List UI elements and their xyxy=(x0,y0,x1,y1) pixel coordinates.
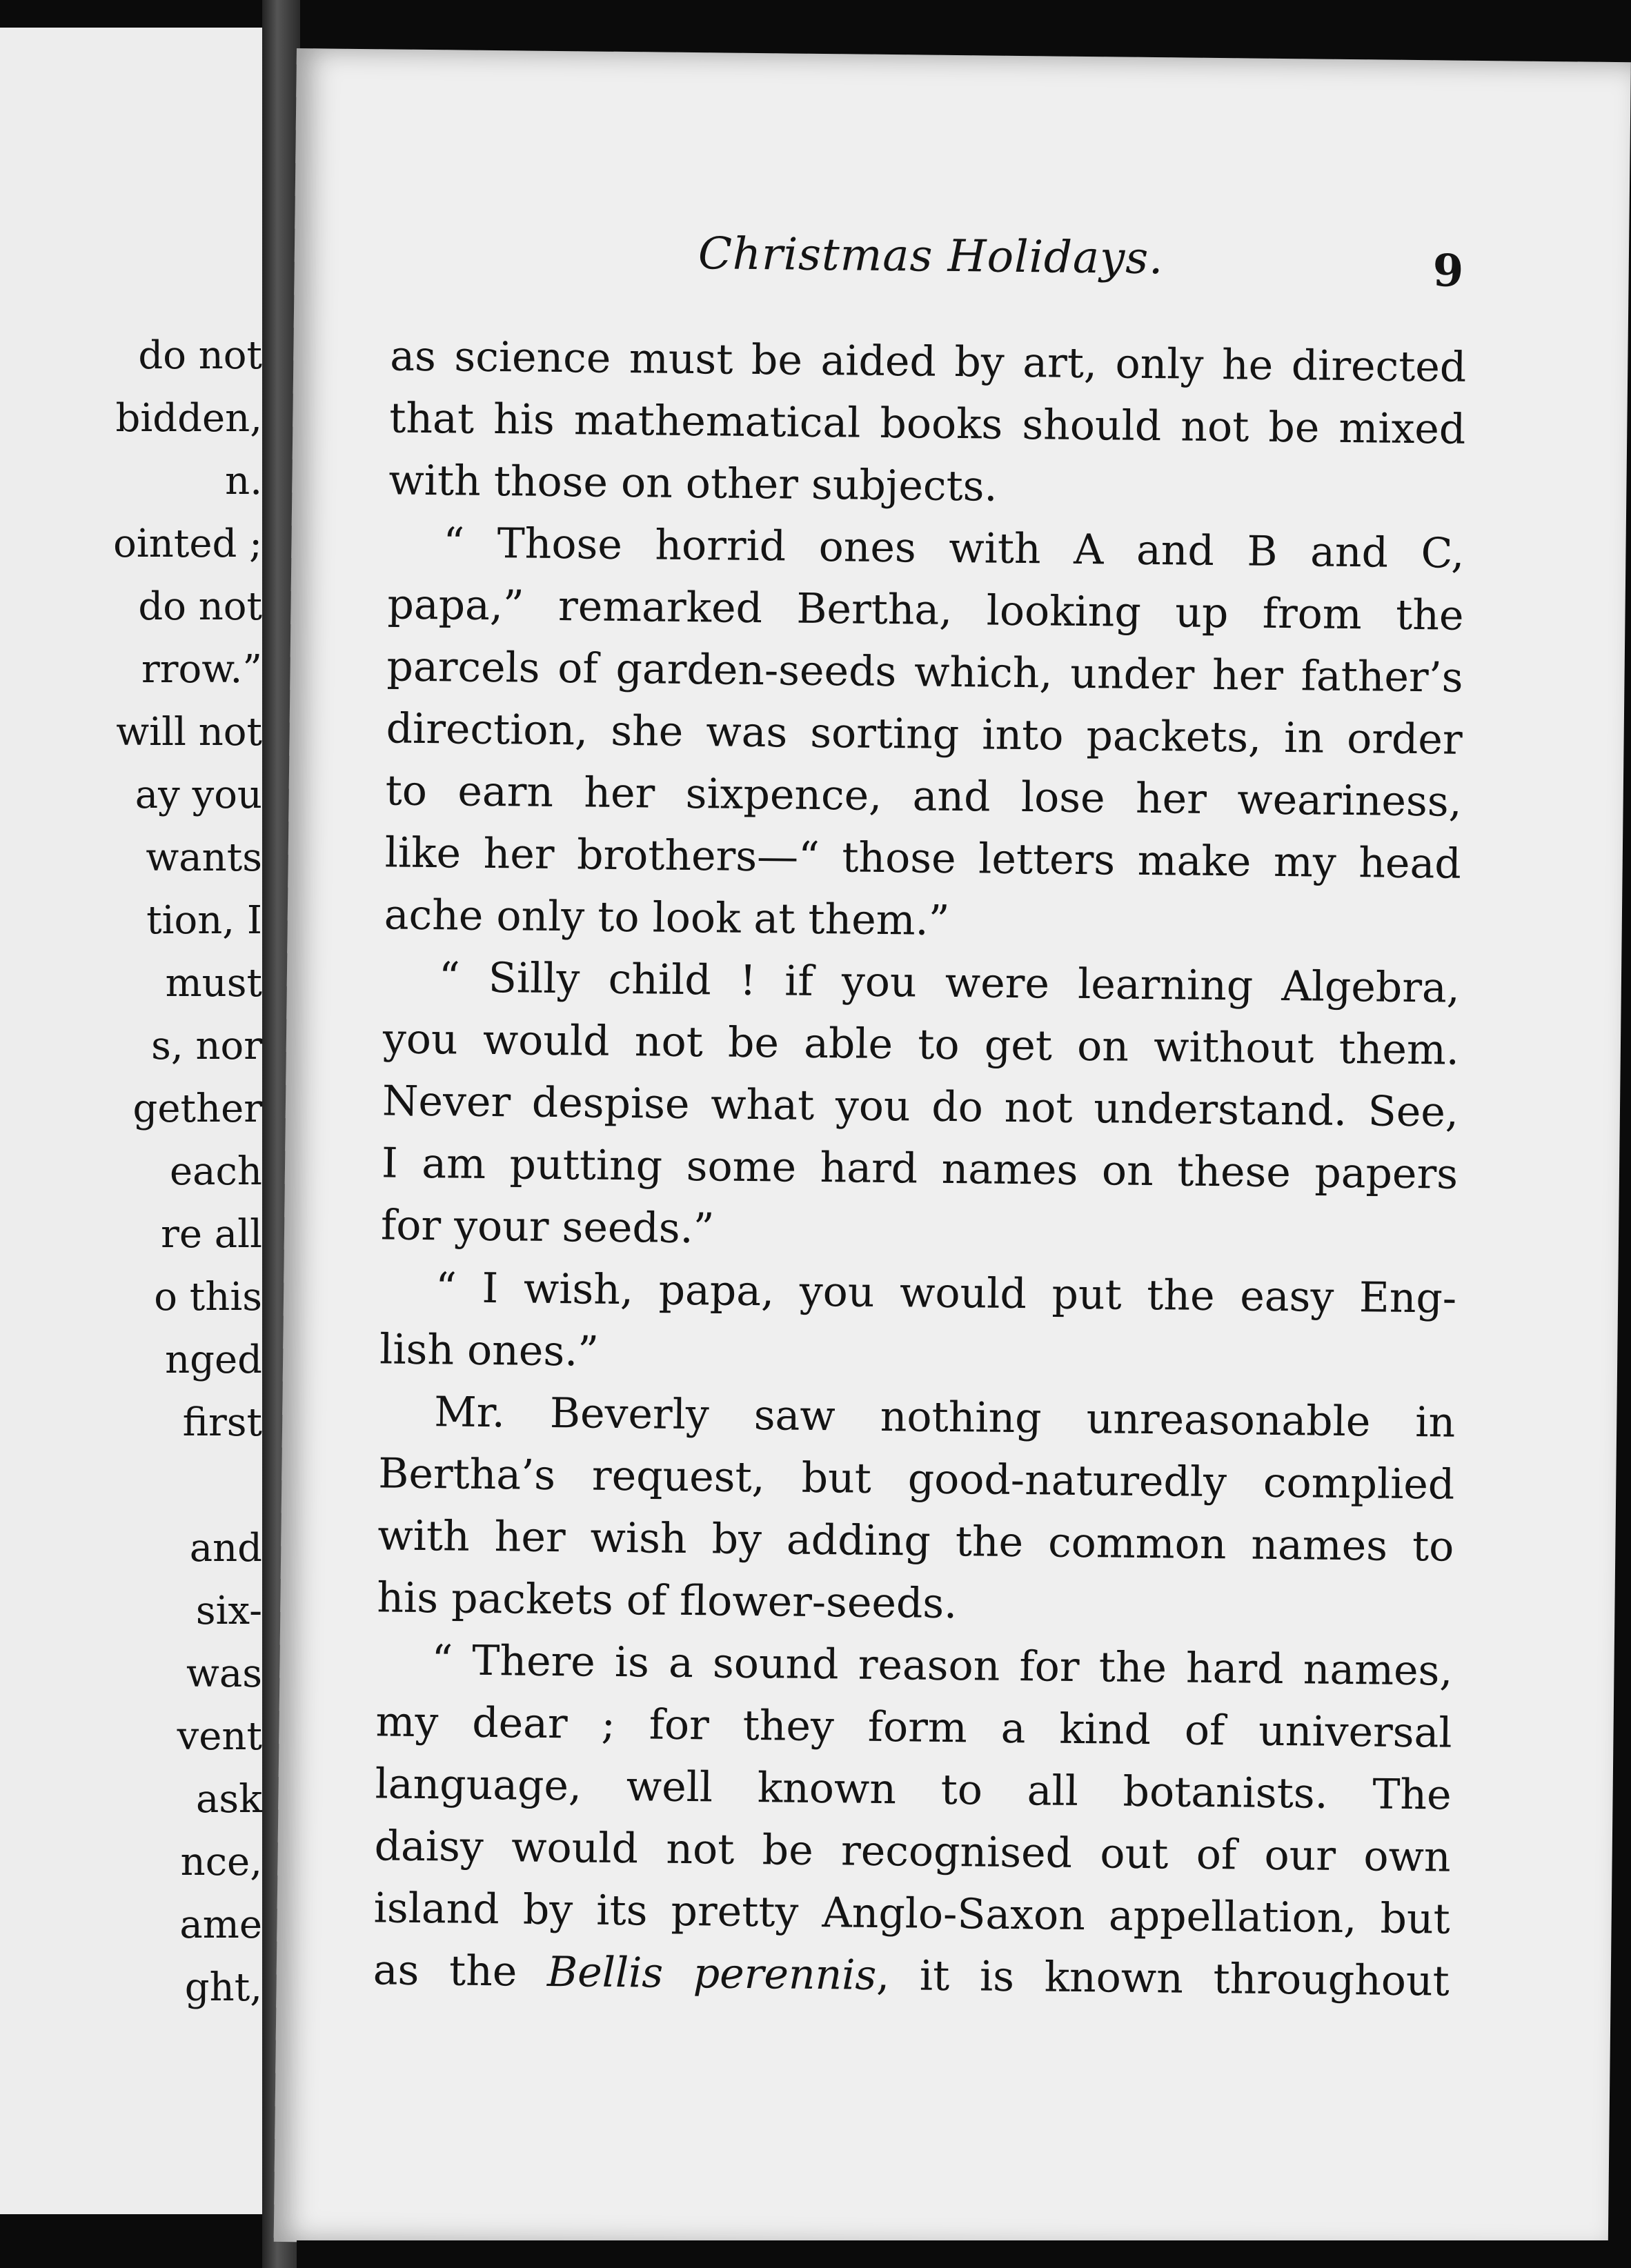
line-prefix: as the xyxy=(373,1946,548,1996)
right-page xyxy=(274,48,1631,2256)
text-line: “ Those horrid ones with A and B and C, xyxy=(443,519,1465,578)
text-line: daisy would not be recognised out of our own xyxy=(374,1822,1451,1882)
left-line: ointed ; xyxy=(113,521,262,566)
text-line: with those on other subjects. xyxy=(388,456,998,511)
left-line: do not xyxy=(138,584,262,629)
left-line: six- xyxy=(195,1589,262,1633)
text-line: Bertha’s request, but good-naturedly complied xyxy=(378,1449,1455,1509)
left-line: first xyxy=(182,1400,262,1445)
text-line: ache only to look at them.” xyxy=(384,891,950,945)
left-line: n. xyxy=(225,459,262,504)
running-head: Christmas Holidays. xyxy=(698,228,1164,285)
left-line: vent xyxy=(177,1714,262,1759)
left-line: ask xyxy=(195,1777,262,1822)
left-line: ght, xyxy=(184,1965,262,2010)
text-line: you would not be able to get on without them. xyxy=(382,1015,1460,1075)
text-line: island by its pretty Anglo-Saxon appellation, but xyxy=(373,1884,1451,1944)
left-line: do not xyxy=(138,333,262,378)
text-line xyxy=(373,1939,1450,2012)
text-line: papa,” remarked Bertha, looking up from the xyxy=(387,580,1464,640)
italic-latin-name: Bellis perennis xyxy=(546,1947,877,2000)
left-line: was xyxy=(186,1651,262,1696)
left-line: re all xyxy=(161,1212,262,1257)
left-line: each xyxy=(170,1149,262,1194)
left-page-text xyxy=(14,324,262,2019)
left-line xyxy=(14,1454,262,1517)
line-suffix: , it is known throughout xyxy=(876,1951,1450,2006)
text-line: Mr. Beverly saw nothing unreasonable in xyxy=(433,1388,1456,1447)
left-line: s, nor xyxy=(151,1024,262,1068)
left-line: tion, I xyxy=(146,898,262,943)
left-line: nged xyxy=(165,1337,262,1382)
left-line: must xyxy=(165,961,262,1006)
left-line: bidden, xyxy=(115,396,262,441)
left-page xyxy=(0,28,266,2214)
left-line: and xyxy=(189,1526,262,1571)
left-line: ay you xyxy=(135,773,262,817)
text-line: as science must be aided by art, only he directed xyxy=(389,332,1467,392)
text-line: I am putting some hard names on these papers xyxy=(381,1139,1459,1199)
left-line: wants xyxy=(146,835,262,880)
text-line: lish ones.” xyxy=(379,1325,600,1376)
body-text xyxy=(373,325,1466,2012)
text-line: Never despise what you do not understand. See, xyxy=(382,1077,1459,1137)
left-line: o this xyxy=(154,1275,262,1320)
text-line: “ Silly child ! if you were learning Algebra, xyxy=(438,953,1461,1013)
text-line: “ I wish, papa, you would put the easy Eng- xyxy=(435,1264,1457,1323)
bottom-edge xyxy=(297,2240,1631,2268)
left-line: gether xyxy=(132,1086,262,1131)
text-line: with her wish by adding the common names to xyxy=(377,1511,1454,1571)
text-line: direction, she was sorting into packets, in order xyxy=(386,704,1463,764)
text-line: that his mathematical books should not be mixed xyxy=(389,394,1466,454)
text-line: language, well known to all botanists. The xyxy=(375,1760,1452,1820)
text-line: for your seeds.” xyxy=(380,1201,715,1253)
text-line: his packets of flower-seeds. xyxy=(377,1573,958,1629)
text-line: parcels of garden-seeds which, under her father’s xyxy=(386,642,1463,702)
left-line: rrow.” xyxy=(141,647,262,692)
text-line: to earn her sixpence, and lose her weariness, xyxy=(385,766,1463,826)
text-line: “ There is a sound reason for the hard names, xyxy=(431,1636,1453,1695)
left-line: nce, xyxy=(180,1840,262,1884)
text-line: like her brothers—“ those letters make my head xyxy=(384,828,1462,888)
text-line: my dear ; for they form a kind of universal xyxy=(375,1698,1452,1758)
page-number: 9 xyxy=(1432,245,1464,297)
left-line: ame xyxy=(179,1902,262,1947)
left-line: will not xyxy=(116,710,262,755)
